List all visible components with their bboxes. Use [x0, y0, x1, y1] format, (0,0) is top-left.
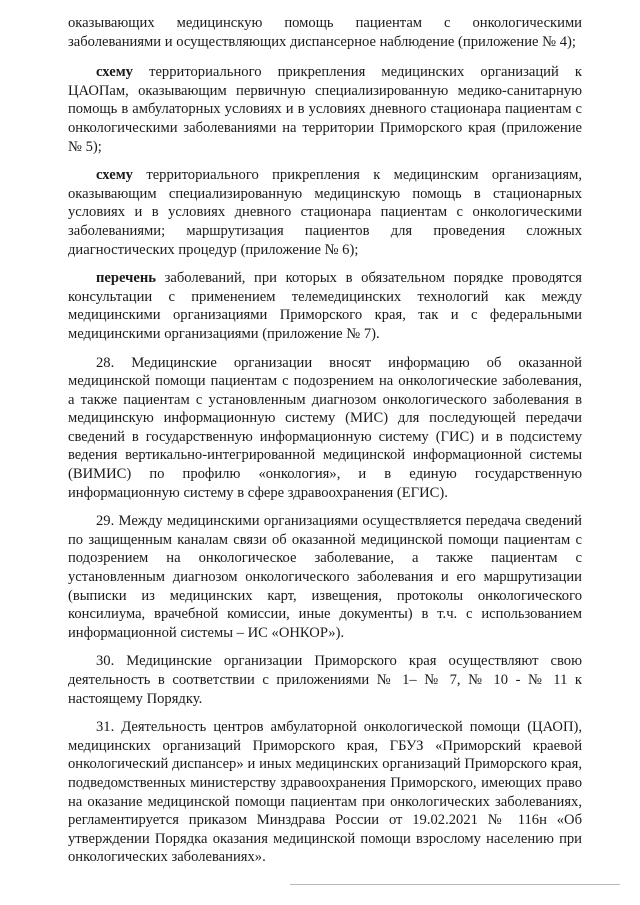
footer-divider [290, 884, 620, 885]
paragraph-31 [68, 718, 582, 867]
paragraph-lead: перечень [96, 270, 156, 287]
paragraph-appendix-4 [68, 14, 582, 51]
paragraph-appendix-5 [68, 63, 582, 156]
document-page [68, 14, 582, 877]
paragraph-text: 31. Деятельность центров амбулаторной онкологической помощи (ЦАОП), медицинских организаций Приморского края, ГБУЗ «Приморский краевой онкологический диспансер» и иных медицинских организаций Приморского края, подведомственных министерству здравоохранения Приморского, имеющих право на оказание медицинской помощи пациентам при онкологических заболеваниях, регламентируется приказом Минздрава России от 19.02.2021 № 116н «Об утверждении Порядка оказания медицинской помощи взрослому населению при онкологических заболеваниях». [68, 719, 582, 866]
paragraph-text: 29. Между медицинскими организациями осуществляется передача сведений по защищенным каналам связи об оказанной медицинской помощи пациентам с подозрением на онкологическое заболевание, а также пациентам с установленным диагнозом онкологического заболевания и его маршрутизации (выписки из медицинских карт, извещения, протоколы онкологического консилиума, врачебной комиссии, иные документы) в т.ч. с использованием информационной системы – ИС «ОНКОР»). [68, 513, 582, 641]
paragraph-text: 28. Медицинские организации вносят информацию об оказанной медицинской помощи пациентам с подозрением на онкологические заболевания, а также пациентам с установленным диагнозом онкологического заболевания в медицинскую информационную систему (МИС) для последующей передачи сведений в государственную информационную систему (ГИС) и в подсистему ведения вертикально-интегрированной медицинской информационной системы (ВИМИС) по профилю «онкология», и в единую государственную информационную систему в сфере здравоохранения (ЕГИС). [68, 354, 582, 501]
paragraph-text: территориального прикрепления медицинских организаций к ЦАОПам, оказывающим первичную специализированную медико-санитарную помощь в амбулаторных условиях и в условиях дневного стационара пациентам с онкологическими заболеваниями на территории Приморского края (приложение № 5); [68, 64, 582, 155]
paragraph-29 [68, 512, 582, 642]
paragraph-30 [68, 652, 582, 708]
paragraph-text: 30. Медицинские организации Приморского края осуществляют свою деятельность в соответствии с приложениями № 1– № 7, № 10 - № 11 к настоящему Порядку. [68, 653, 582, 707]
paragraph-appendix-6 [68, 166, 582, 259]
paragraph-28 [68, 354, 582, 503]
paragraph-lead: схему [96, 64, 133, 81]
paragraph-text: территориального прикрепления к медицинским организациям, оказывающим специализированную медицинскую помощь в стационарных условиях и в условиях дневного стационара пациентам с онкологическими заболеваниями; маршрутизация пациентов для проведения сложных диагностических процедур (приложение № 6); [68, 167, 582, 258]
paragraph-text: оказывающих медицинскую помощь пациентам с онкологическими заболеваниями и осуществляющих диспансерное наблюдение (приложение № 4); [68, 15, 582, 50]
paragraph-text: заболеваний, при которых в обязательном порядке проводятся консультации с применением телемедицинских технологий как между медицинскими организациями Приморского края, так и с федеральными медицинскими организациями (приложение № 7). [68, 270, 582, 342]
paragraph-lead: схему [96, 167, 133, 184]
paragraph-appendix-7 [68, 269, 582, 343]
